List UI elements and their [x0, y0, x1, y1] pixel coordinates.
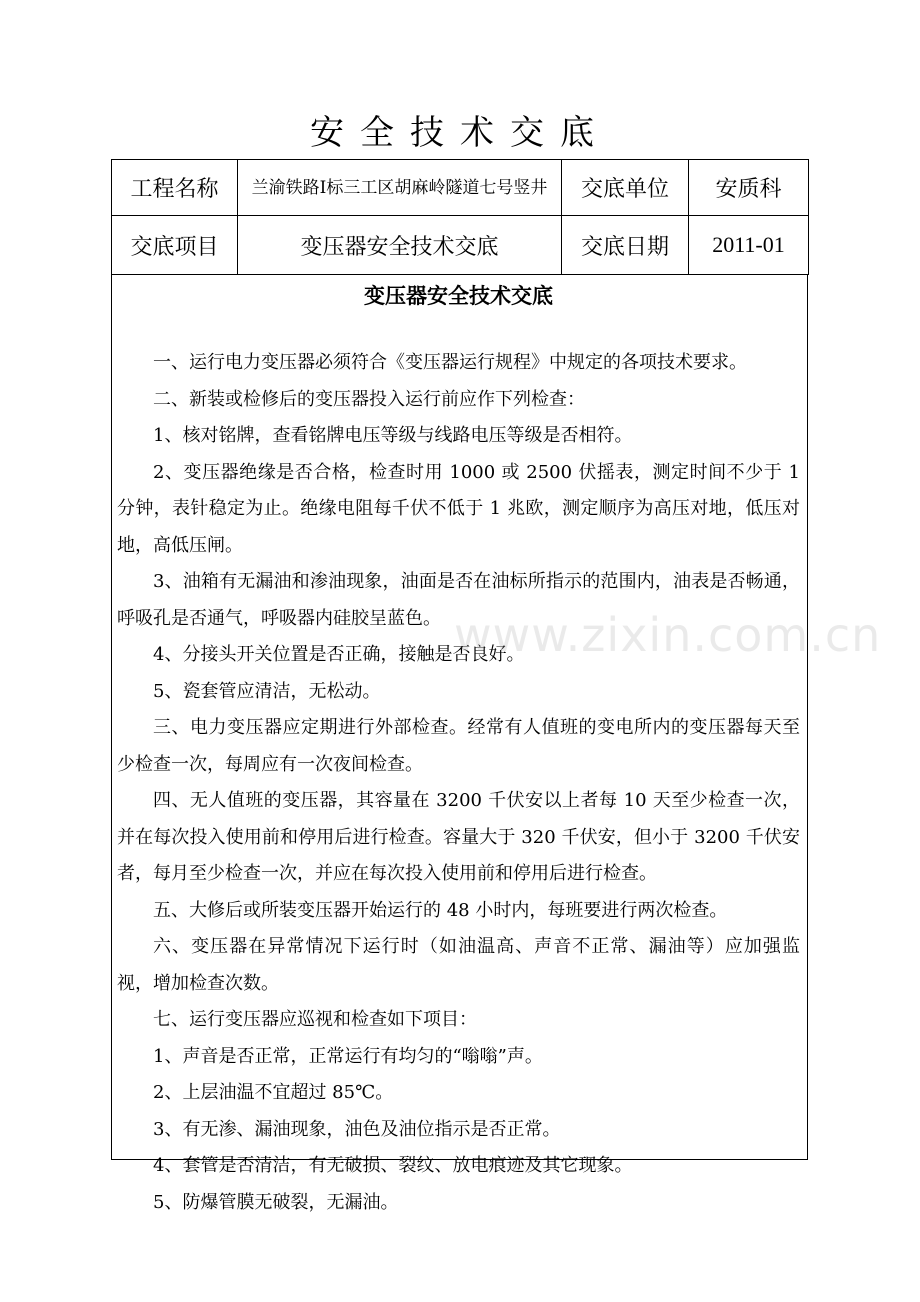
paragraph: 七、运行变压器应巡视和检查如下项目： — [153, 1009, 477, 1030]
table-row — [112, 160, 809, 216]
item-label: 交底项目 — [112, 216, 238, 275]
paragraph: 六、变压器在异常情况下运行时（如油温高、声音不正常、漏油等）应加强监视，增加检查次数。 — [117, 936, 800, 994]
paragraph: 5、防爆管膜无破裂，无漏油。 — [153, 1191, 399, 1213]
paragraph: 2、上层油温不宜超过 85℃。 — [153, 1082, 394, 1103]
paragraph: 五、大修后或所装变压器开始运行的 48 小时内，每班要进行两次检查。 — [153, 899, 728, 921]
project-name-value: 兰渝铁路Ⅰ标三工区胡麻岭隧道七号竖井 — [238, 160, 562, 216]
header-table — [111, 159, 809, 275]
unit-value: 安质科 — [689, 160, 809, 216]
body-title: 变压器安全技术交底 — [364, 284, 553, 308]
paragraph: 3、油箱有无漏油和渗油现象，油面是否在油标所指示的范围内，油表是否畅通，呼吸孔是否通气，呼吸器内硅胶呈蓝色。 — [117, 571, 800, 629]
document-title: 安全技术交底 — [310, 113, 610, 153]
paragraph: 5、瓷套管应清洁，无松动。 — [153, 680, 381, 702]
body-content — [117, 345, 800, 1221]
paragraph: 三、电力变压器应定期进行外部检查。经常有人值班的变电所内的变压器每天至少检查一次，每周应有一次夜间检查。 — [117, 717, 800, 775]
paragraph: 2、变压器绝缘是否合格，检查时用 1000 或 2500 伏摇表，测定时间不少于 1 分钟，表针稳定为止。绝缘电阻每千伏不低于 1 兆欧，测定顺序为高压对地，低压对地，高低压闸。 — [117, 461, 800, 556]
paragraph: 一、运行电力变压器必须符合《变压器运行规程》中规定的各项技术要求。 — [153, 352, 747, 373]
paragraph: 1、声音是否正常，正常运行有均匀的“嗡嗡”声。 — [153, 1045, 543, 1067]
date-value: 2011-01 — [689, 216, 809, 275]
table-row — [112, 216, 809, 275]
item-value: 变压器安全技术交底 — [238, 216, 562, 275]
paragraph: 4、套管是否清洁，有无破损、裂纹、放电痕迹及其它现象。 — [153, 1155, 633, 1176]
date-label: 交底日期 — [562, 216, 689, 275]
paragraph: 4、分接头开关位置是否正确，接触是否良好。 — [153, 644, 525, 665]
watermark: www.zixin.com.cn — [454, 608, 882, 662]
paragraph: 四、无人值班的变压器，其容量在 3200 千伏安以上者每 10 天至少检查一次，并在每次投入使用前和停用后进行检查。容量大于 320 千伏安，但小于 3200 千伏安者，每月至少检查一次，并应在每次投入使用前和停用后进行检查。 — [117, 790, 800, 884]
project-name-label: 工程名称 — [112, 160, 238, 216]
paragraph: 二、新装或检修后的变压器投入运行前应作下列检查： — [153, 388, 585, 410]
paragraph: 1、核对铭牌，查看铭牌电压等级与线路电压等级是否相符。 — [153, 425, 633, 446]
paragraph: 3、有无渗、漏油现象，油色及油位指示是否正常。 — [153, 1118, 561, 1140]
unit-label: 交底单位 — [562, 160, 689, 216]
